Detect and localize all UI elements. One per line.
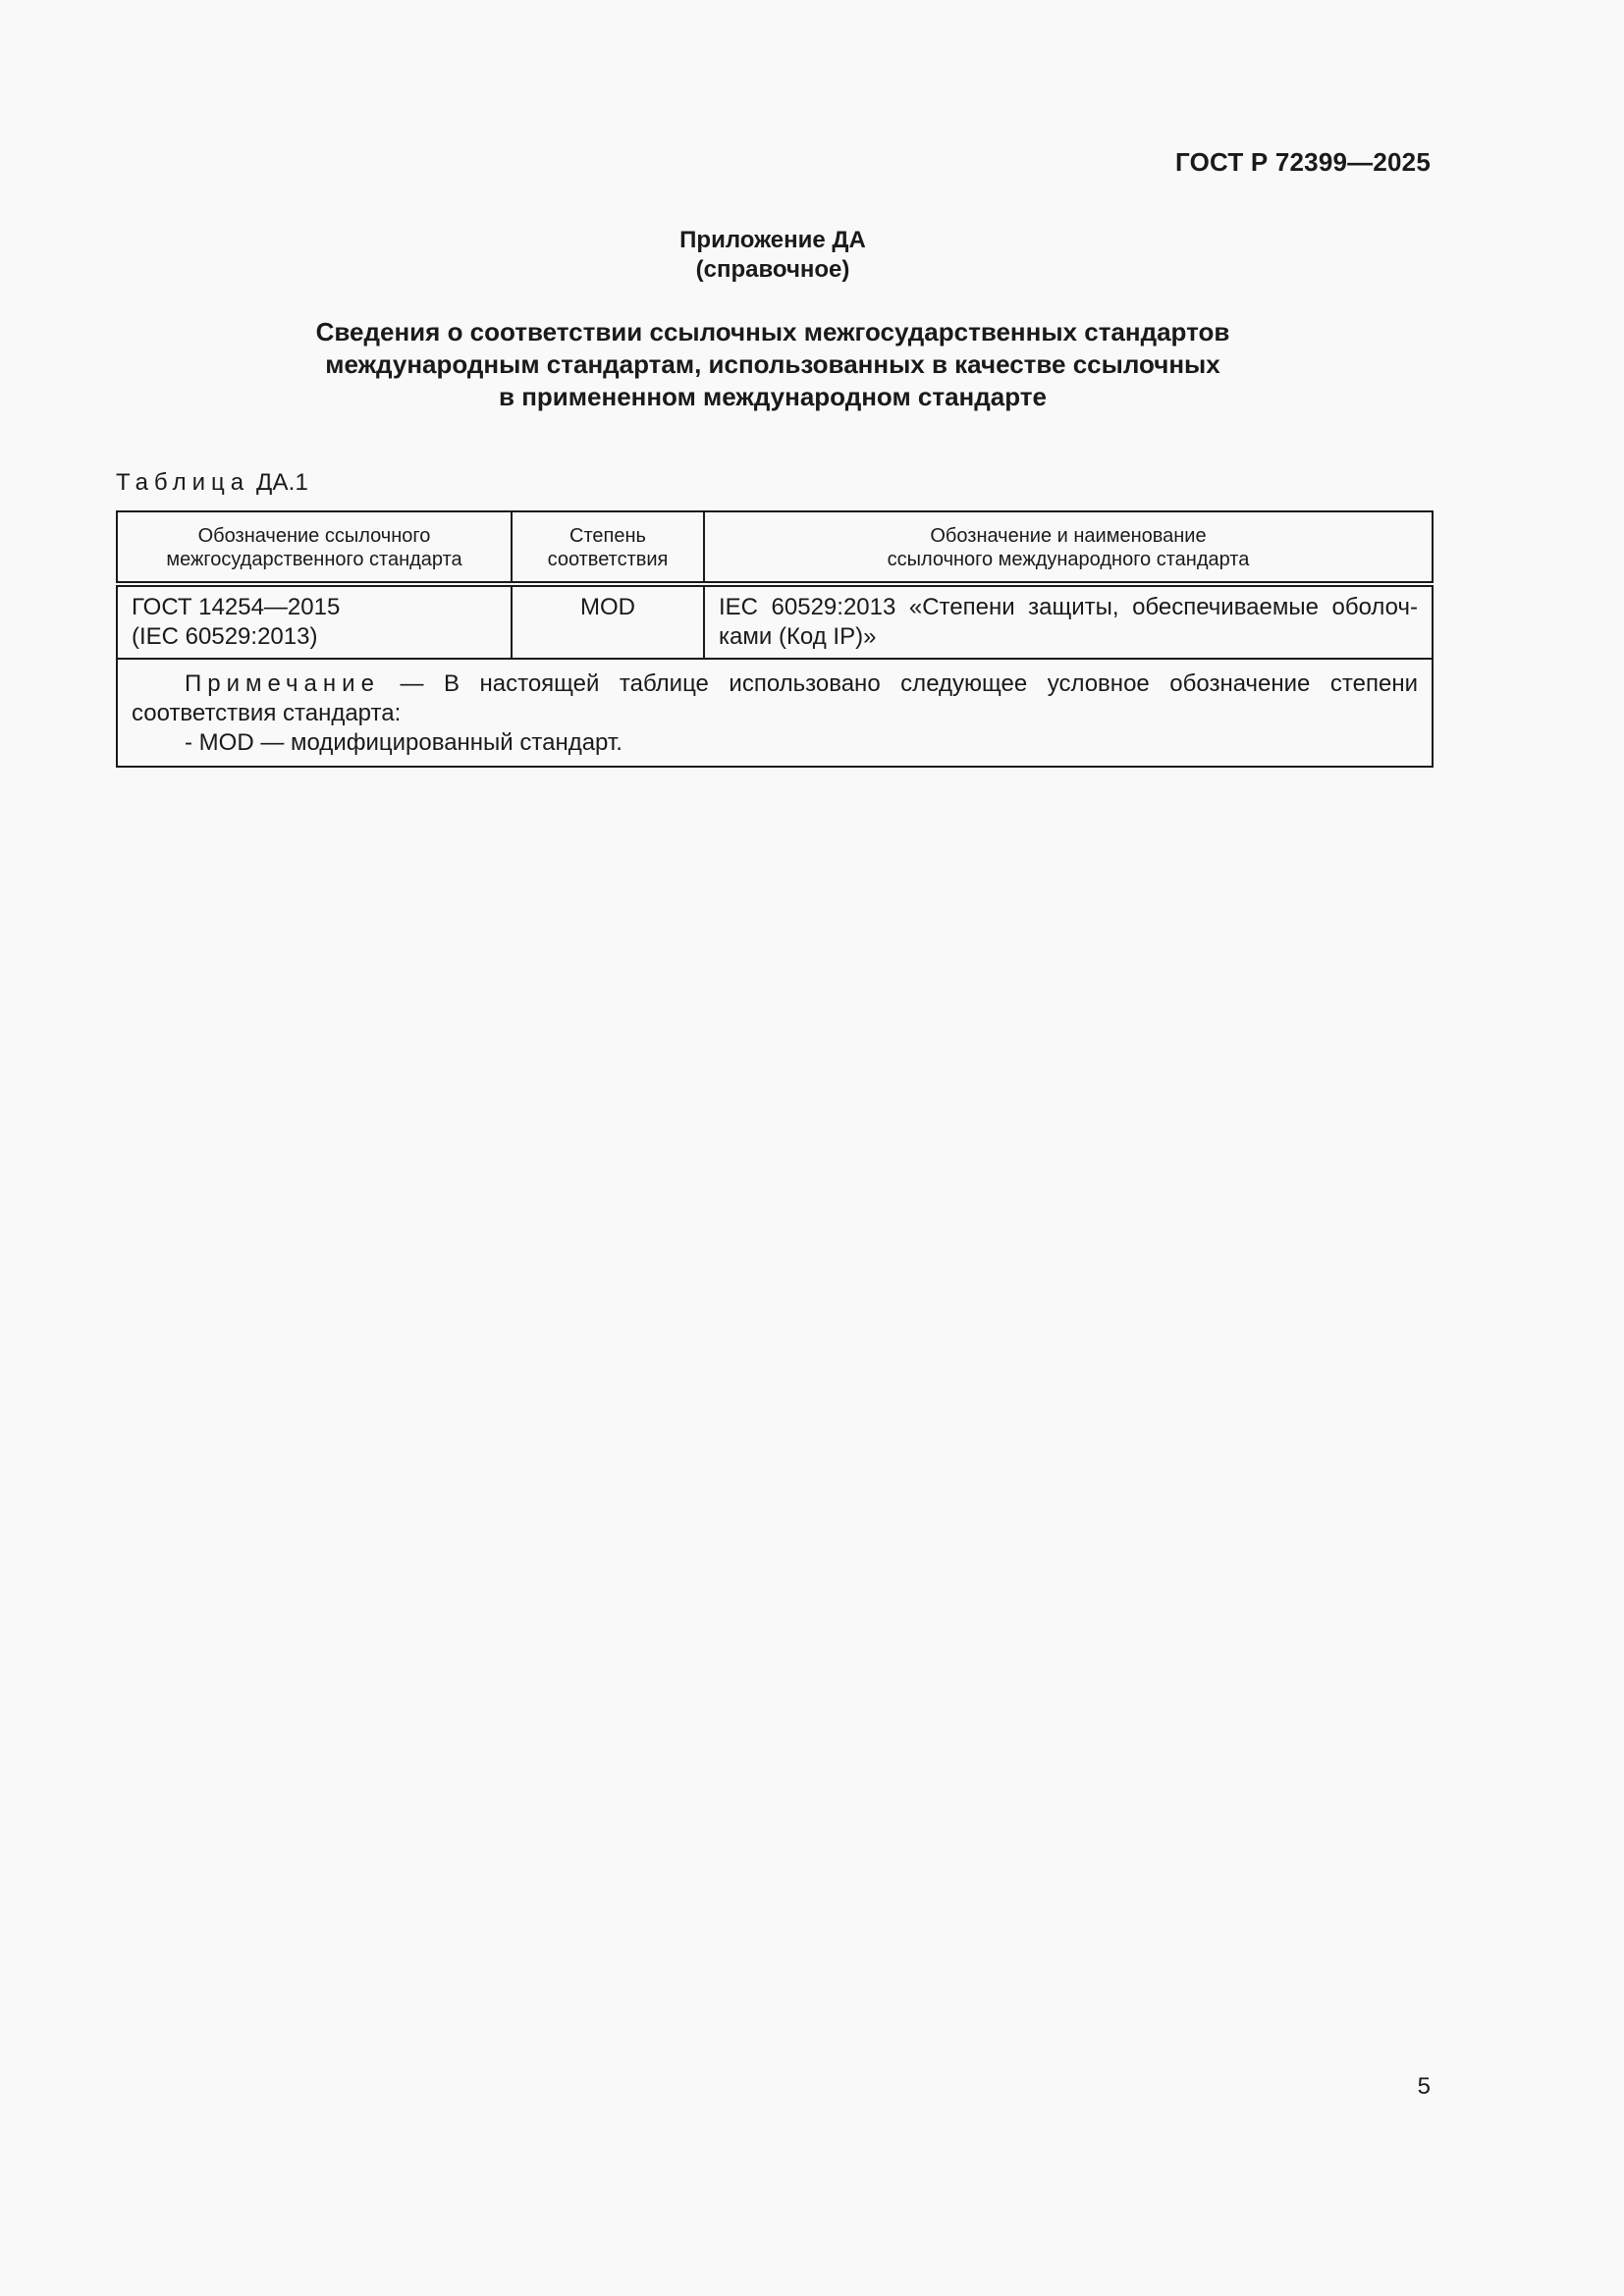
- cell-conformity-degree: MOD: [512, 584, 704, 659]
- header-conformity-degree-line-2: соответствия: [547, 549, 669, 570]
- table-note-row: [117, 659, 1433, 767]
- header-conformity-degree: [512, 511, 704, 584]
- page-number: 5: [1417, 2073, 1431, 2100]
- header-conformity-degree-line-1: Степень: [569, 525, 646, 547]
- appendix-label: Приложение ДА: [679, 227, 866, 253]
- header-international-standard: [704, 511, 1433, 584]
- header-interstate-standard: [117, 511, 512, 584]
- header-international-standard-line-1: Обозначение и наименование: [930, 525, 1207, 547]
- cell-interstate-standard-line-1: ГОСТ 14254—2015: [132, 594, 341, 620]
- appendix-type: (справочное): [695, 256, 850, 283]
- note-text: — В настоящей таблице использовано следующее условное обозначение степени соответствия стандарта:: [132, 670, 1418, 726]
- table-row: [117, 584, 1433, 659]
- appendix-title: [0, 226, 1545, 285]
- header-interstate-standard-line-1: Обозначение ссылочного: [197, 525, 431, 547]
- heading-line-1: Сведения о соответствии ссылочных межгосударственных стандартов: [315, 317, 1230, 347]
- cell-international-standard: IEC 60529:2013 «Степени защиты, обеспечиваемые оболоч-ками (Код IP)»: [704, 584, 1433, 659]
- heading-line-2: международным стандартам, использованных в качестве ссылочных: [325, 349, 1220, 379]
- table-caption: [116, 469, 308, 497]
- section-heading: [0, 316, 1545, 413]
- note-list-item: - MOD — модифицированный стандарт.: [185, 729, 623, 756]
- cell-interstate-standard: [117, 584, 512, 659]
- reference-standards-table: [116, 510, 1434, 768]
- table-note: [117, 659, 1433, 767]
- cell-interstate-standard-line-2: (IEC 60529:2013): [132, 623, 318, 650]
- heading-line-3: в примененном международном стандарте: [499, 382, 1047, 411]
- note-paragraph: [132, 669, 1418, 728]
- table-caption-number: ДА.1: [255, 469, 309, 496]
- header-international-standard-line-2: ссылочного международного стандарта: [887, 549, 1250, 570]
- document-code: ГОСТ Р 72399—2025: [1175, 147, 1431, 177]
- table-header-row: [117, 511, 1433, 584]
- table-caption-word: Таблица: [116, 469, 250, 496]
- header-interstate-standard-line-2: межгосударственного стандарта: [166, 549, 462, 570]
- note-label: Примечание: [185, 670, 380, 697]
